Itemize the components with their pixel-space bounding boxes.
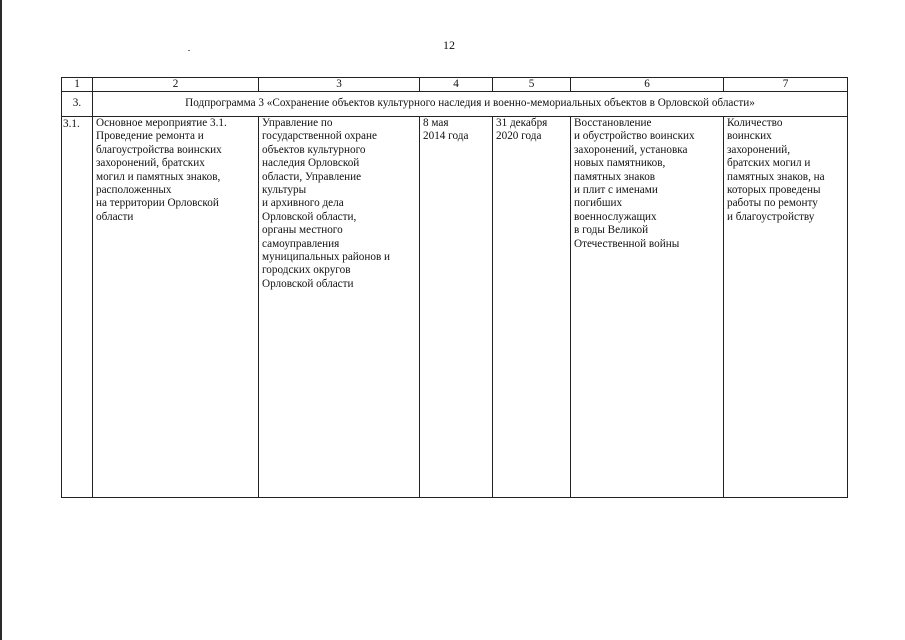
program-table <box>61 77 848 498</box>
subprogram-number: 3. <box>62 92 93 117</box>
result-cell: Восстановление и обустройство воинских захоронений, установка новых памятников, памятных знаков и плит с именами погибших военнослужащих в годы Великой Отечественной войны <box>571 117 724 498</box>
header-cell: 7 <box>724 78 848 92</box>
executor-cell: Управление по государственной охране объектов культурного наследия Орловской области, Управление культуры и архивного дела Орловской области, органы местного самоуправления муниципальных районов и городских округов Орловской области <box>259 117 420 498</box>
header-row <box>62 78 848 92</box>
page-number: 12 <box>443 38 455 52</box>
header-cell: 6 <box>571 78 724 92</box>
scan-speck <box>188 50 190 51</box>
header-cell: 4 <box>420 78 493 92</box>
scan-edge-rule <box>0 0 2 640</box>
subprogram-title: Подпрограмма 3 «Сохранение объектов культурного наследия и военно-мемориальных объектов в Орловской области» <box>93 92 848 117</box>
indicator-cell: Количество воинских захоронений, братских могил и памятных знаков, на которых проведены работы по ремонту и благоустройству <box>724 117 848 498</box>
row-number: 3.1. <box>62 117 93 498</box>
subprogram-row <box>62 92 848 117</box>
table-row <box>62 117 848 498</box>
header-cell: 3 <box>259 78 420 92</box>
activity-cell: Основное мероприятие 3.1. Проведение ремонта и благоустройства воинских захоронений, братских могил и памятных знаков, расположенных на территории Орловской области <box>93 117 259 498</box>
start-date-cell: 8 мая 2014 года <box>420 117 493 498</box>
end-date-cell: 31 декабря 2020 года <box>493 117 571 498</box>
header-cell: 5 <box>493 78 571 92</box>
header-cell: 2 <box>93 78 259 92</box>
header-cell: 1 <box>62 78 93 92</box>
